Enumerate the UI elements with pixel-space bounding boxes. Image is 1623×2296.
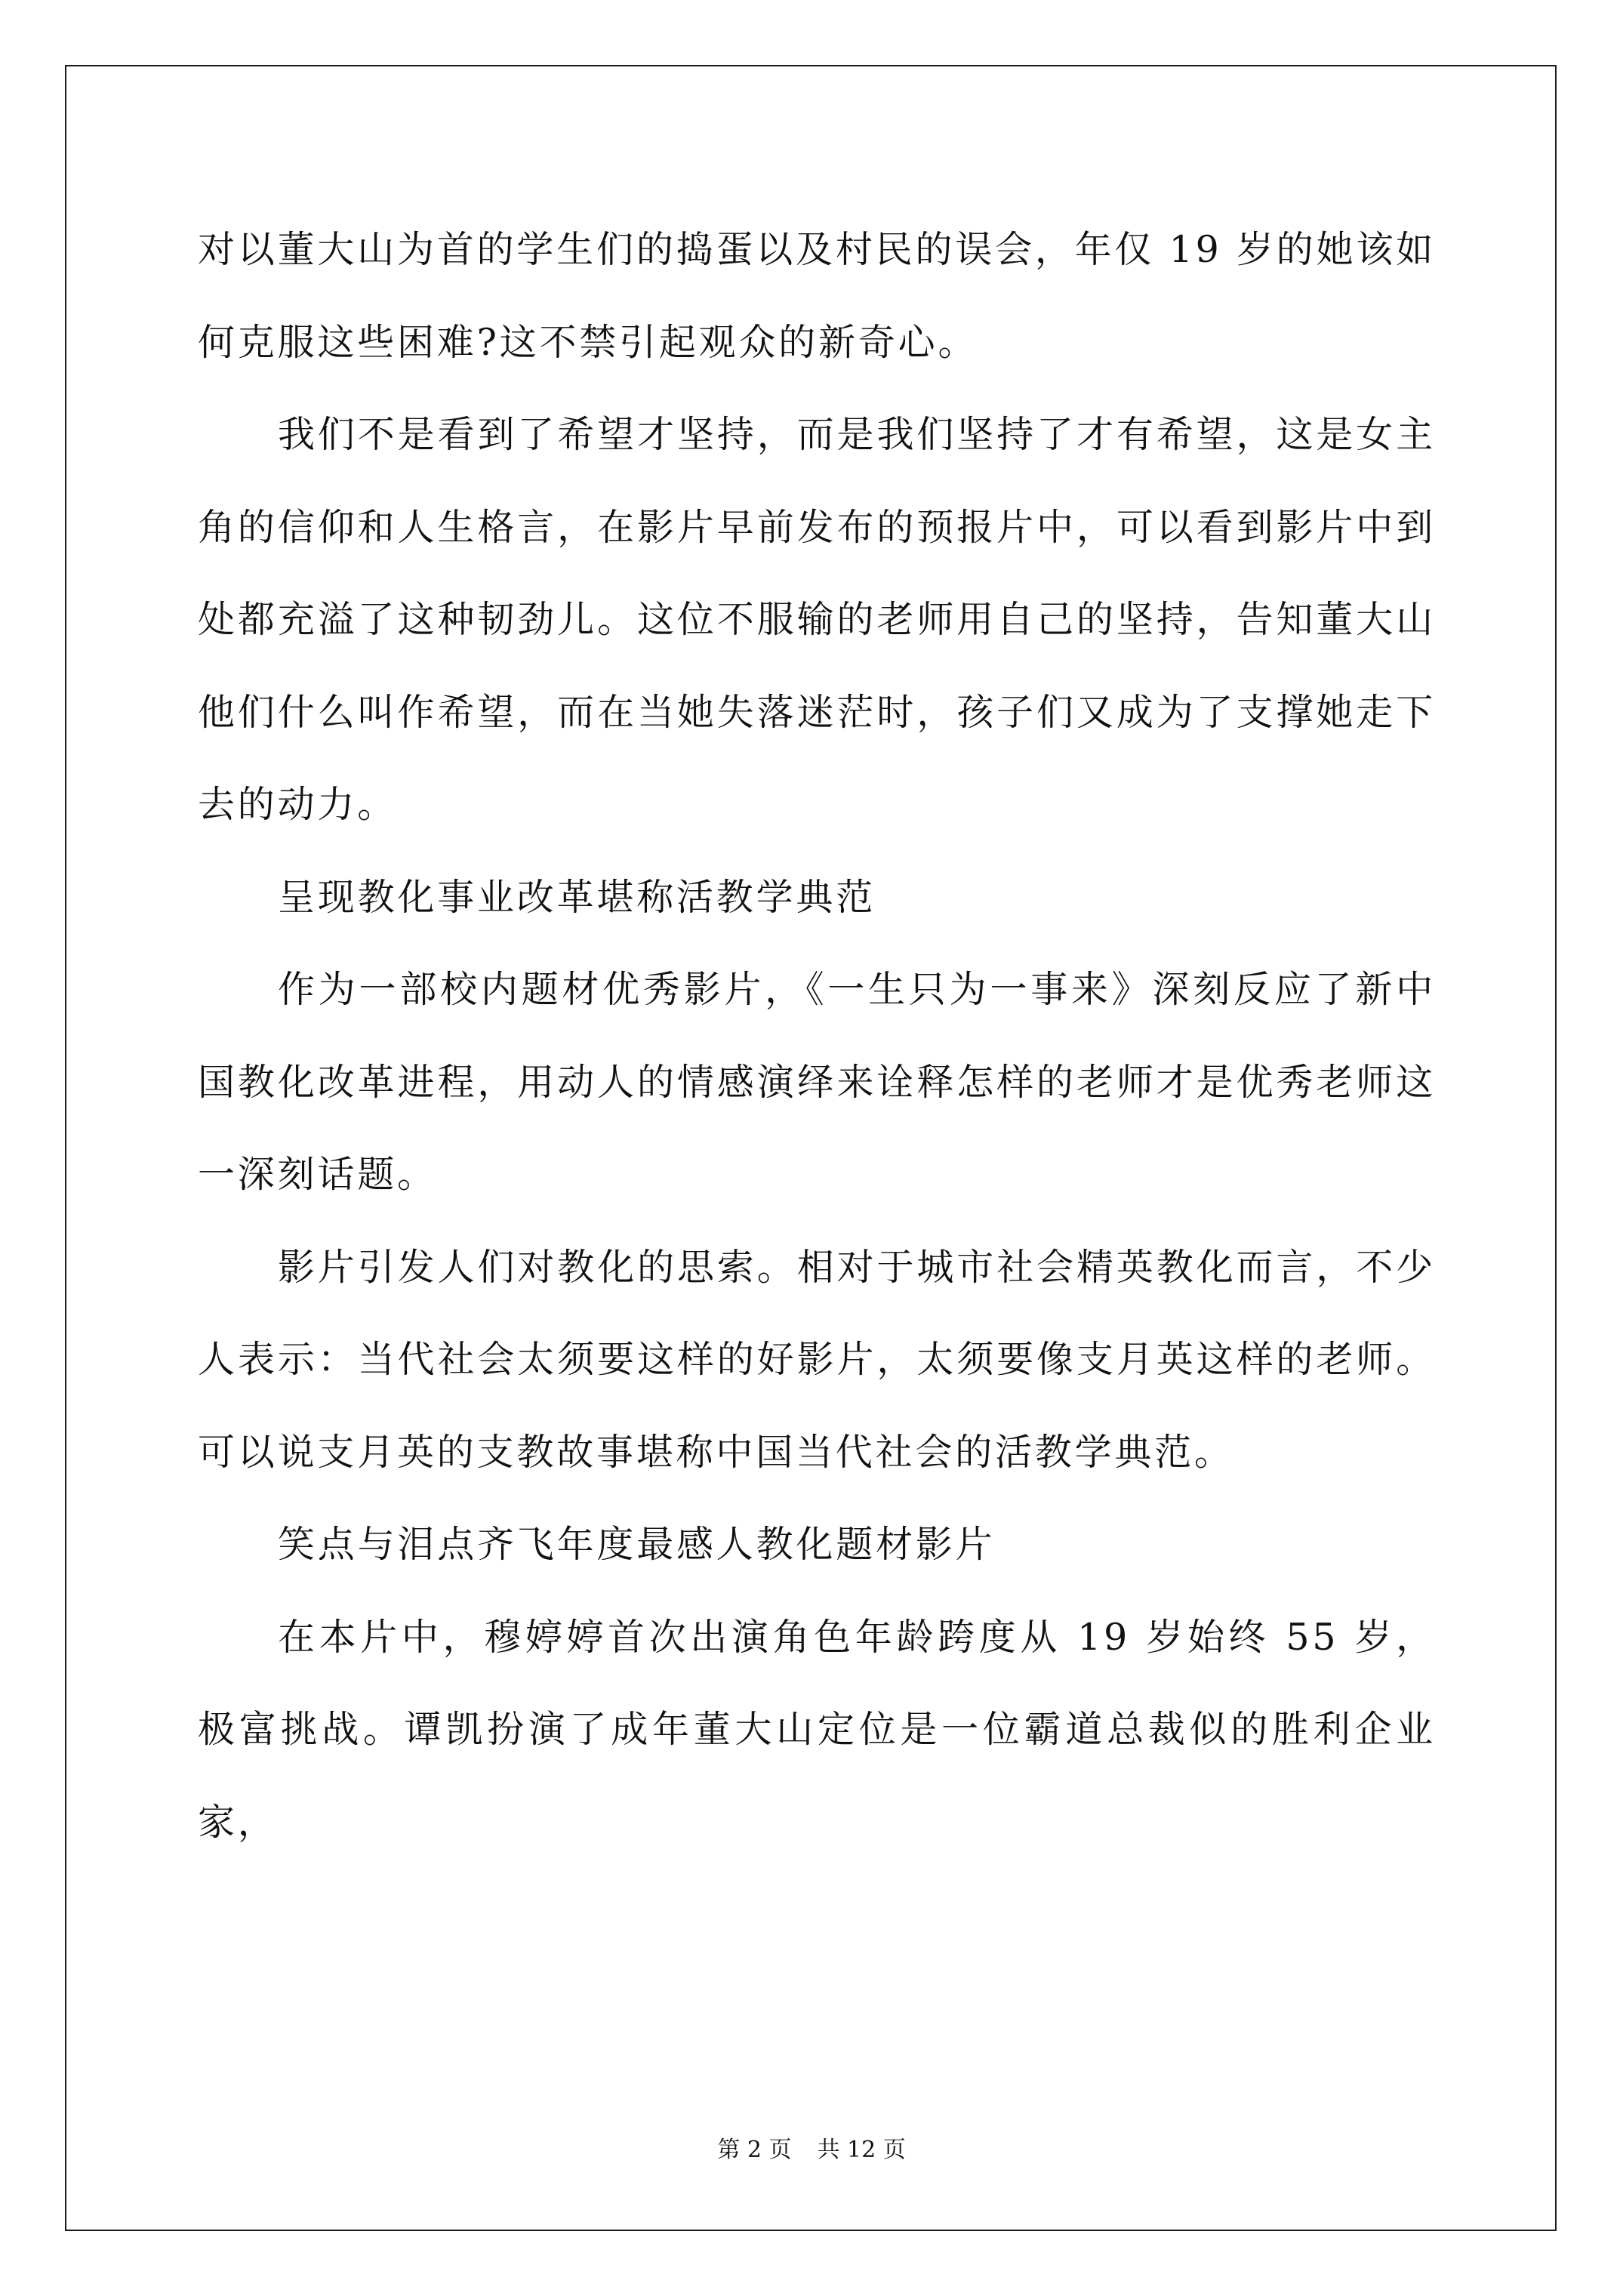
section-heading-most-touching-film: 笑点与泪点齐飞年度最感人教化题材影片 [278, 1523, 996, 1566]
paragraph-5: 在本片中，穆婷婷首次出演角色年龄跨度从 19 岁始终 55 岁，极富挑战。谭凯扮演了成年董大山定位是一位霸道总裁似的胜利企业家， [198, 1615, 1436, 1844]
section-heading-education-reform: 呈现教化事业改革堪称活教学典范 [278, 875, 876, 919]
paragraph-3: 作为一部校内题材优秀影片，《一生只为一事来》深刻反应了新中国教化改革进程，用动人的情感演绎来诠释怎样的老师才是优秀老师这一深刻话题。 [198, 968, 1436, 1196]
page-number: 第 2 页 [717, 2137, 792, 2163]
paragraph-4: 影片引发人们对教化的思索。相对于城市社会精英教化而言，不少人表示：当代社会太须要这样的好影片，太须要像支月英这样的老师。可以说支月英的支教故事堪称中国当代社会的活教学典范。 [198, 1245, 1436, 1474]
paragraph-2: 我们不是看到了希望才坚持，而是我们坚持了才有希望，这是女主角的信仰和人生格言，在影片早前发布的预报片中，可以看到影片中到处都充溢了这种韧劲儿。这位不服输的老师用自己的坚持，告知董大山他们什么叫作希望，而在当她失落迷茫时，孩子们又成为了支撑她走下去的动力。 [198, 413, 1436, 826]
document-body [198, 204, 1436, 1869]
page-total: 共 12 页 [817, 2137, 906, 2163]
page-footer [0, 2131, 1623, 2164]
paragraph-1: 对以董大山为首的学生们的捣蛋以及村民的误会，年仅 19 岁的她该如何克服这些困难?这不禁引起观众的新奇心。 [198, 228, 1436, 364]
